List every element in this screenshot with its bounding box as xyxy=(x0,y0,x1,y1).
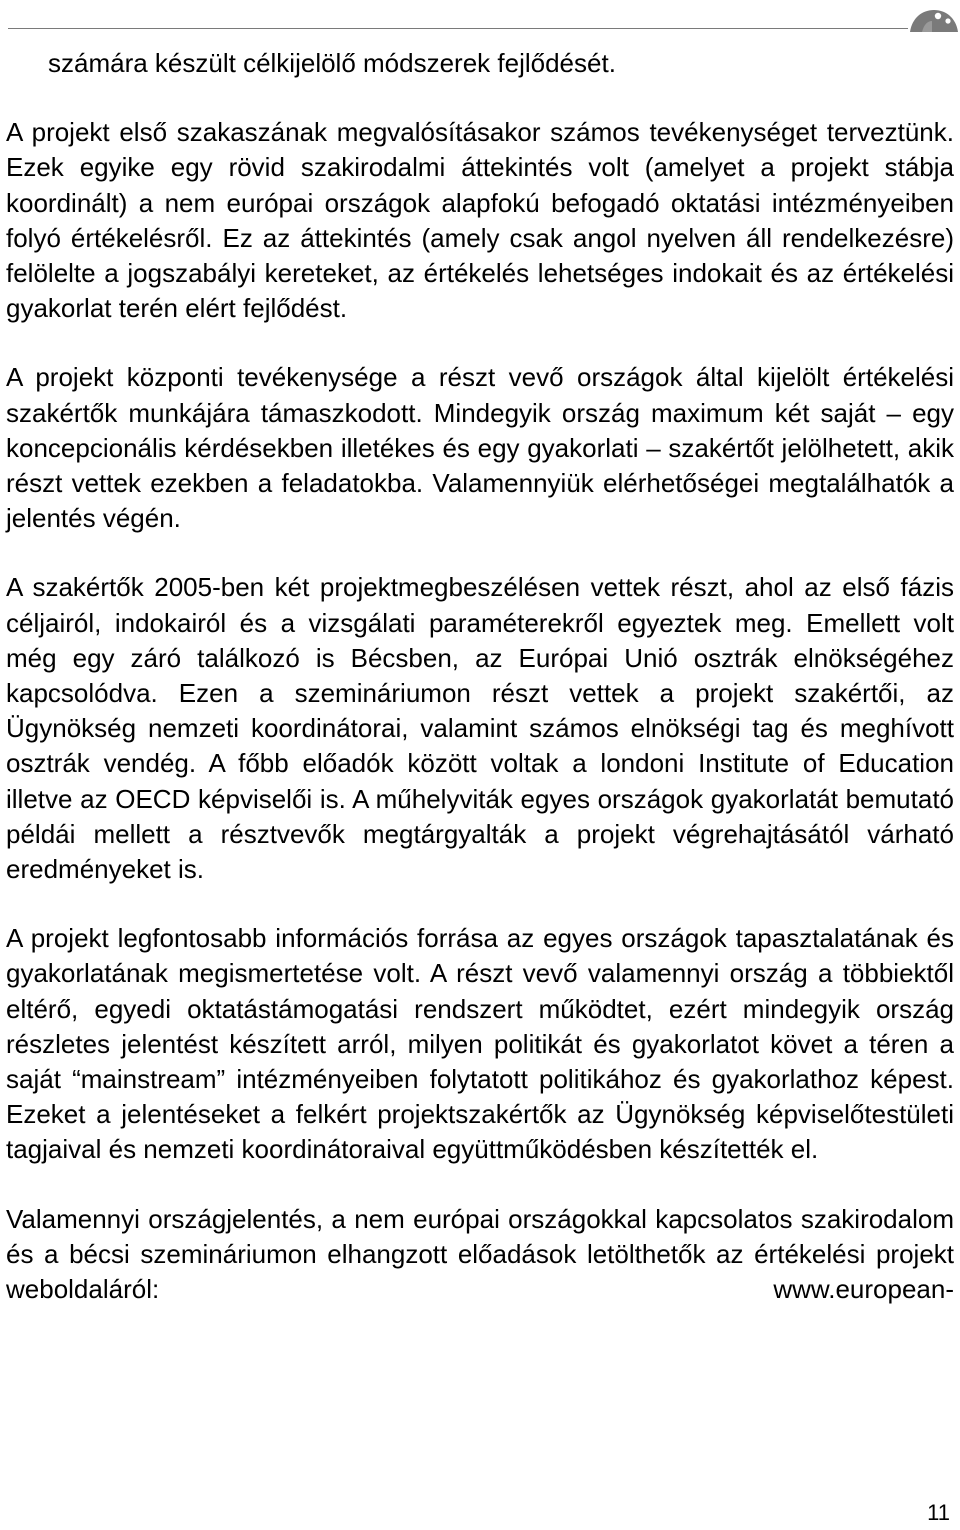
paragraph-3: A projekt központi tevékenysége a részt vevő országok által kijelölt értékelési szakértők munkájára támaszkodott. Mindegyik ország maximum két saját – egy koncepcionális kérdésekben illetékes és egy gyakorlati – szakértőt jelölhetett, akik részt vettek ezekben a feladatokba. Valamennyiük elérhetőségei megtalálhatók a jelentés végén. xyxy=(6,362,954,534)
paragraph-6: Valamennyi országjelentés, a nem európai országokkal kapcsolatos szakirodalom és a bécsi szemináriumon elhangzott előadások letölthetők az értékelési projekt weboldaláról: www.european- xyxy=(6,1203,954,1305)
header-rule xyxy=(8,28,908,29)
paragraph-2: A projekt első szakaszának megvalósításakor számos tevékenységet terveztünk. Ezek egyike egy rövid szakirodalmi áttekintés volt (amelyet a projekt stábja koordinált) a nem európai országok alapfokú befogadó oktatási intézményeiben folyó értékelésről. Ez az áttekintés (amely csak angol nyelven áll rendelkezésre) felölelte a jogszabályi kereteket, az értékelés lehetséges indokait és az értékelési gyakorlat terén elért fejlődést. xyxy=(6,117,954,324)
document-body xyxy=(6,46,954,1341)
logo-mark-icon xyxy=(908,2,960,32)
page-number: 11 xyxy=(927,1500,950,1525)
paragraph-4: A szakértők 2005-ben két projektmegbeszélésen vettek részt, ahol az első fázis céljairól, indokairól és a vizsgálati paraméterekről egyeztek meg. Emellett volt még egy záró találkozó is Bécsben, az Európai Unió osztrák elnökségéhez kapcsolódva. Ezen a szemináriumon részt vettek a projekt szakértői, az Ügynökség nemzeti koordinátorai, valamint számos elnökségi tag és meghívott osztrák vendég. A főbb előadók között voltak a londoni Institute of Education illetve az OECD képviselői is. A műhelyviták egyes országok gyakorlatát bemutató példái mellett a résztvevők megtárgyalták a projekt végrehajtásától várható eredményeket is. xyxy=(6,572,954,885)
paragraph-5: A projekt legfontosabb információs forrása az egyes országok tapasztalatának és gyakorlatának megismertetése volt. A részt vevő valamennyi ország a többiektől eltérő, egyedi oktatástámogatási rendszert működtet, ezért mindegyik ország részletes jelentést készített arról, milyen politikát és gyakorlatot követ a téren a saját “mainstream” intézményeiben folytatott politikához és gyakorlathoz képest. Ezeket a jelentéseket a felkért projektszakértők az Ügynökség képviselőtestületi tagjaival és nemzeti koordinátoraival együttműködésben készítették el. xyxy=(6,923,954,1165)
paragraph-1: számára készült célkijelölő módszerek fejlődését. xyxy=(48,48,616,78)
